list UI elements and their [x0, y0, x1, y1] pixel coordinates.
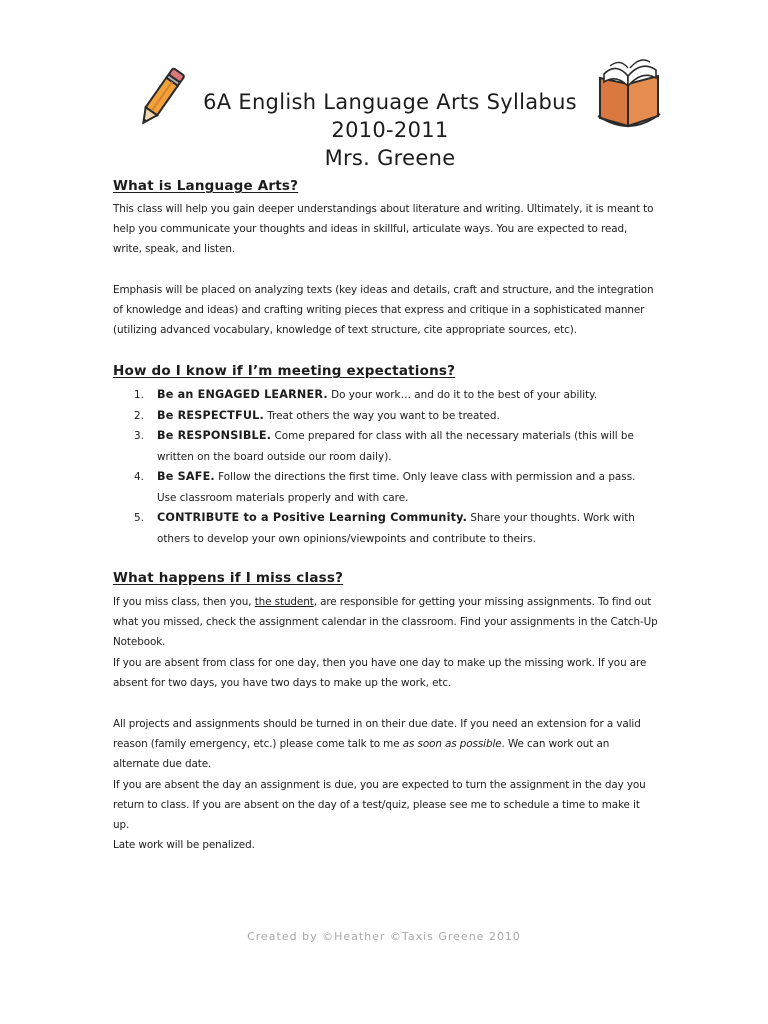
title-line-1: 6A English Language Arts Syllabus 2010-2011	[203, 90, 577, 142]
list-item-text: Treat others the way you want to be treated.	[263, 409, 500, 422]
title-line-2: Mrs. Greene	[324, 146, 456, 170]
list-item-text: Share your thoughts. Work with others to develop your own opinions/viewpoints and contribute to theirs.	[157, 512, 635, 545]
paragraph-missed-class	[113, 592, 658, 652]
list-item	[113, 467, 658, 508]
list-item	[113, 426, 658, 467]
list-number: 2.	[134, 409, 144, 422]
underlined-text: the student	[254, 596, 314, 608]
heading-expectations: How do I know if I’m meeting expectations?	[113, 363, 456, 379]
paragraph-emphasis: Emphasis will be placed on analyzing texts (key ideas and details, craft and structure, and the integration of knowledge and ideas) and crafting writing pieces that express and critique in a sophisticated manner (utilizing advanced vocabulary, knowledge of text structure, cite appropriate sources, etc).	[113, 284, 654, 336]
list-item	[113, 508, 658, 549]
book-icon	[590, 56, 668, 130]
text-run: . We can work out an alternate due date.	[113, 738, 610, 770]
footer-credit: Created by ©Heather ©Taxis Greene 2010	[247, 930, 521, 943]
list-item-lead: Be RESPONSIBLE.	[157, 429, 272, 442]
paragraph-intro: This class will help you gain deeper understandings about literature and writing. Ultimately, it is meant to help you communicate your thoughts and ideas in skillful, articulate ways. You are expected to read, write, speak, and listen.	[113, 203, 654, 255]
list-item-lead: CONTRIBUTE to a Positive Learning Community.	[157, 511, 468, 524]
text-run: , are responsible for getting your missing assignments. To find out what you missed, check the assignment calendar in the classroom. Find your assignments in the Catch-Up Notebook.	[113, 596, 658, 648]
text-run: If you miss class, then you,	[113, 596, 255, 608]
page-title	[180, 88, 600, 172]
list-number: 5.	[134, 512, 144, 524]
expectations-list	[113, 385, 658, 549]
heading-what-is-language-arts: What is Language Arts?	[113, 178, 299, 194]
paragraph-absent-days: If you are absent from class for one day, then you have one day to make up the missing work. If you are absent for two days, you have two days to make up the work, etc.	[113, 657, 647, 689]
paragraph-absent-due-day: If you are absent the day an assignment is due, you are expected to turn the assignment in the day you return to class. If you are absent on the day of a test/quiz, please see me to schedule a time to make it up.	[113, 779, 646, 831]
paragraph-due-dates	[113, 714, 658, 774]
list-item-text: Follow the directions the first time. Only leave class with permission and a pass. Use classroom materials properly and with care.	[157, 471, 636, 504]
heading-missed-class: What happens if I miss class?	[113, 570, 344, 586]
list-item-lead: Be SAFE.	[157, 470, 215, 483]
list-number: 4.	[134, 471, 144, 483]
list-number: 3.	[134, 430, 144, 442]
list-item-text: Do your work… and do it to the best of your ability.	[327, 389, 598, 401]
list-item-text: Come prepared for class with all the necessary materials (this will be written on the board outside our room daily).	[157, 430, 634, 463]
text-run: All projects and assignments should be turned in on their due date. If you need an extension for a valid reason (family emergency, etc.) please come talk to me	[113, 718, 641, 750]
paragraph-late-work: Late work will be penalized.	[113, 839, 255, 851]
italic-text: as soon as possible	[402, 738, 502, 750]
list-item	[113, 385, 658, 406]
list-item-lead: Be an ENGAGED LEARNER.	[157, 388, 328, 401]
list-item	[113, 406, 658, 427]
list-number: 1.	[134, 389, 144, 401]
list-item-lead: Be RESPECTFUL.	[157, 408, 264, 422]
